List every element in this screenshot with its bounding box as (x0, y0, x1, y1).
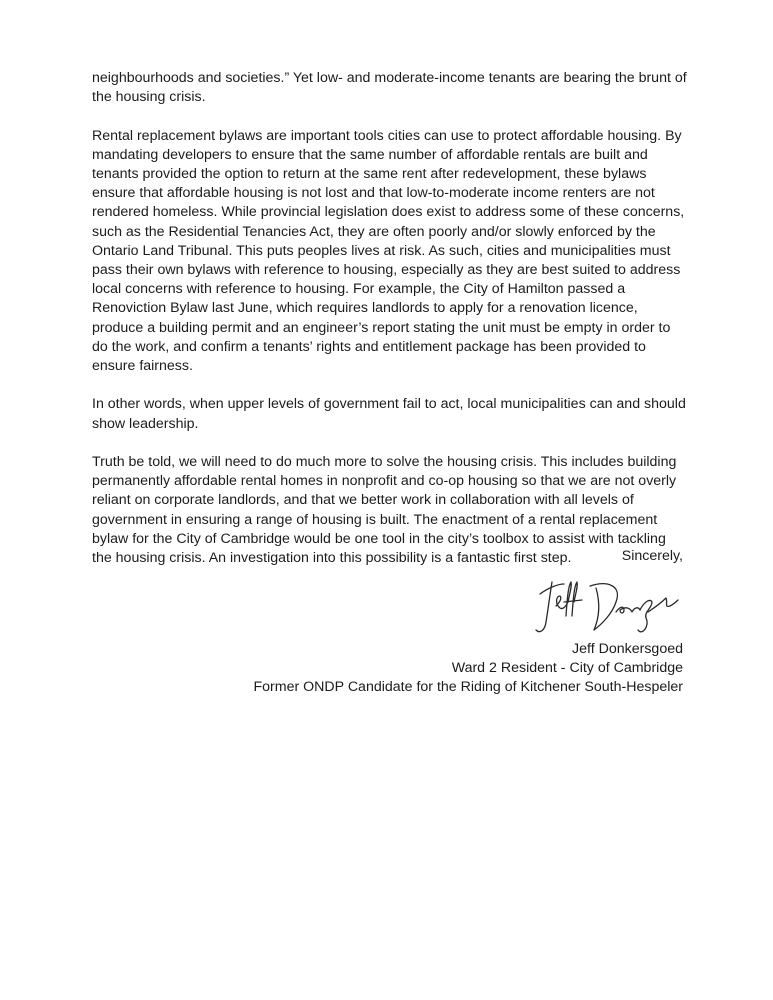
paragraph-4: Truth be told, we will need to do much more to solve the housing crisis. This includes building permanently affordable rental homes in nonprofit and co-op housing so that we are not overly reliant on corporate landlords, and that we better work in collaboration with all levels of government in ensuring a range of housing is built. The enactment of a rental replacement bylaw for the City of Cambridge would be one tool in the city’s toolbox to assist with tackling the housing crisis. An investigation into this possibility is a fantastic first step. (92, 454, 677, 567)
paragraph-1: neighbourhoods and societies.” Yet low- and moderate-income tenants are bearing the brunt of the housing crisis. (92, 70, 687, 106)
letter-body (92, 69, 688, 587)
signature-icon (530, 572, 680, 640)
signer-title: Ward 2 Resident - City of Cambridge (451, 660, 683, 677)
signer-affiliation: Former ONDP Candidate for the Riding of Kitchener South-Hespeler (253, 679, 683, 696)
handwritten-signature (530, 572, 680, 640)
signature-block (83, 640, 683, 698)
paragraph-2: Rental replacement bylaws are important tools cities can use to protect affordable housing. By mandating developers to ensure that the same number of affordable rentals are built and tenants provided the option to return at the same rent after redevelopment, these bylaws ensure that affordable housing is not lost and that low-to-moderate income renters are not rendered homeless. While provincial legislation does exist to address some of these concerns, such as the Residential Tenancies Act, they are often poorly and/or slowly enforced by the Ontario Land Tribunal. This puts peoples lives at risk. As such, cities and municipalities must pass their own bylaws with reference to housing, especially as they are best suited to address local concerns with reference to housing. For example, the City of Hamilton passed a Renoviction Bylaw last June, which requires landlords to apply for a renovation licence, produce a building permit and an engineer’s report stating the unit must be empty in order to do the work, and confirm a tenants’ rights and entitlement package has been provided to ensure fairness. (92, 127, 685, 375)
paragraph-3: In other words, when upper levels of government fail to act, local municipalities can and should show leadership. (92, 396, 686, 432)
signer-name: Jeff Donkersgoed (572, 641, 683, 657)
closing-salutation: Sincerely, (621, 548, 683, 564)
